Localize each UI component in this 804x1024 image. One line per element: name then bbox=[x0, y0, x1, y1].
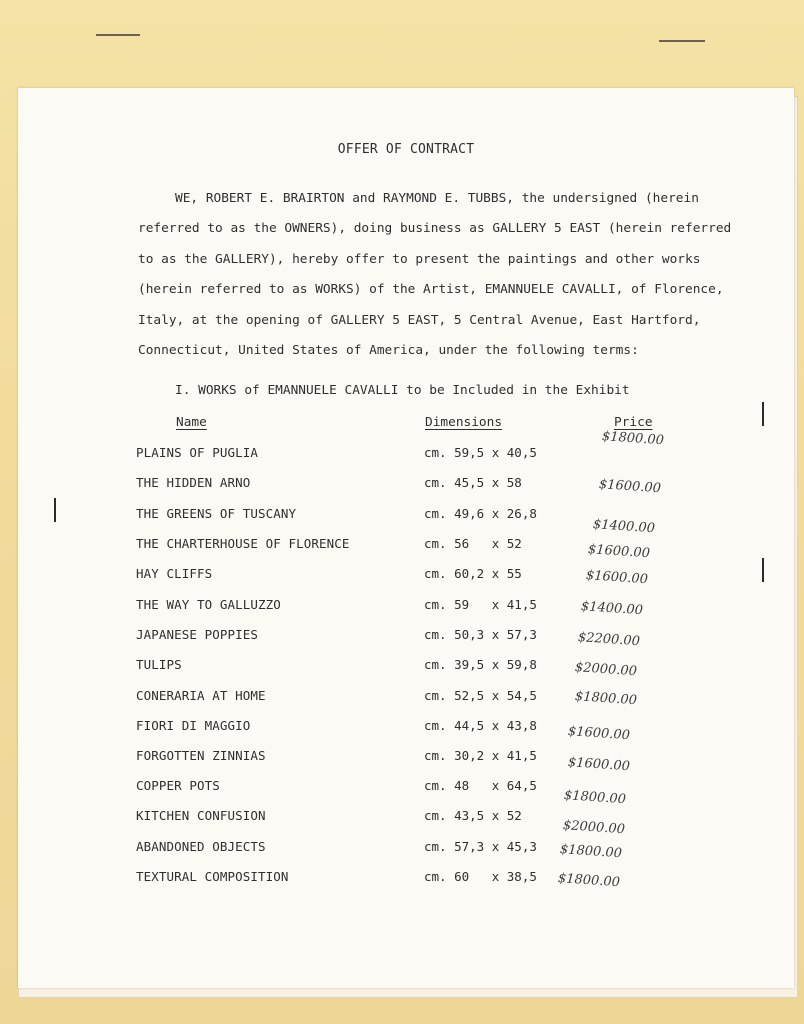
work-dimensions: cm. 44,5 x 43,8 bbox=[424, 718, 537, 733]
paragraph-line: WE, ROBERT E. BRAIRTON and RAYMOND E. TUBBS, the undersigned (herein bbox=[175, 191, 699, 206]
work-dimensions: cm. 56 x 52 bbox=[424, 536, 522, 551]
work-name: THE HIDDEN ARNO bbox=[136, 475, 251, 490]
table-row bbox=[18, 718, 794, 740]
table-row bbox=[18, 627, 794, 649]
staple-mark-left bbox=[96, 34, 140, 36]
paragraph-line: Italy, at the opening of GALLERY 5 EAST, 5 Central Avenue, East Hartford, bbox=[138, 312, 701, 328]
handwritten-price: $1600.00 bbox=[587, 542, 651, 562]
work-name: KITCHEN CONFUSION bbox=[136, 808, 266, 823]
work-name: THE WAY TO GALLUZZO bbox=[136, 597, 281, 612]
work-dimensions: cm. 48 x 64,5 bbox=[424, 778, 537, 793]
table-row bbox=[18, 869, 794, 891]
work-name: THE GREENS OF TUSCANY bbox=[136, 506, 297, 521]
handwritten-price: $1600.00 bbox=[585, 568, 649, 588]
paragraph-line: (herein referred to as WORKS) of the Artist, EMANNUELE CAVALLI, of Florence, bbox=[138, 282, 724, 298]
handwritten-price: $1800.00 bbox=[574, 689, 638, 709]
table-row bbox=[18, 778, 794, 800]
table-row bbox=[18, 597, 794, 619]
work-name: COPPER POTS bbox=[136, 778, 220, 793]
work-name: PLAINS OF PUGLIA bbox=[136, 445, 259, 460]
table-row bbox=[18, 506, 794, 528]
work-name: THE CHARTERHOUSE OF FLORENCE bbox=[136, 536, 350, 551]
work-dimensions: cm. 59 x 41,5 bbox=[424, 597, 537, 612]
work-dimensions: cm. 43,5 x 52 bbox=[424, 808, 522, 823]
table-row bbox=[18, 475, 794, 497]
work-dimensions: cm. 60 x 38,5 bbox=[424, 869, 537, 884]
table-row bbox=[18, 808, 794, 830]
work-dimensions: cm. 52,5 x 54,5 bbox=[424, 688, 537, 703]
paragraph-line: Connecticut, United States of America, under the following terms: bbox=[138, 343, 639, 359]
work-dimensions: cm. 57,3 x 45,3 bbox=[424, 839, 537, 854]
handwritten-price: $1400.00 bbox=[580, 599, 644, 619]
table-row bbox=[18, 839, 794, 861]
handwritten-price: $1800.00 bbox=[563, 788, 627, 808]
header-name: Name bbox=[176, 415, 207, 430]
work-dimensions: cm. 45,5 x 58 bbox=[424, 475, 522, 490]
table-row bbox=[18, 748, 794, 770]
work-dimensions: cm. 60,2 x 55 bbox=[424, 566, 522, 581]
handwritten-price: $2000.00 bbox=[574, 660, 638, 680]
table-row bbox=[18, 688, 794, 710]
contract-page bbox=[18, 88, 794, 988]
paragraph-line: referred to as the OWNERS), doing business as GALLERY 5 EAST (herein referred bbox=[138, 221, 732, 237]
work-dimensions: cm. 49,6 x 26,8 bbox=[424, 506, 537, 521]
handwritten-price: $1400.00 bbox=[592, 517, 656, 537]
section-heading: I. WORKS of EMANNUELE CAVALLI to be Included in the Exhibit bbox=[175, 383, 630, 398]
offer-paragraph bbox=[138, 184, 738, 366]
handwritten-price: $1600.00 bbox=[598, 477, 662, 497]
table-row bbox=[18, 657, 794, 679]
work-name: HAY CLIFFS bbox=[136, 566, 213, 581]
work-name: TEXTURAL COMPOSITION bbox=[136, 869, 289, 884]
work-dimensions: cm. 39,5 x 59,8 bbox=[424, 657, 537, 672]
paragraph-line: to as the GALLERY), hereby offer to present the paintings and other works bbox=[138, 251, 701, 267]
work-name: FORGOTTEN ZINNIAS bbox=[136, 748, 266, 763]
work-name: ABANDONED OBJECTS bbox=[136, 839, 266, 854]
handwritten-price: $1800.00 bbox=[559, 842, 623, 862]
work-name: TULIPS bbox=[136, 657, 182, 672]
handwritten-price: $2000.00 bbox=[562, 818, 626, 838]
table-row bbox=[18, 445, 794, 467]
handwritten-price: $1600.00 bbox=[567, 724, 631, 744]
work-dimensions: cm. 59,5 x 40,5 bbox=[424, 445, 537, 460]
work-name: FIORI DI MAGGIO bbox=[136, 718, 251, 733]
table-row bbox=[18, 536, 794, 558]
header-price: Price bbox=[614, 415, 653, 430]
work-dimensions: cm. 30,2 x 41,5 bbox=[424, 748, 537, 763]
work-name: CONERARIA AT HOME bbox=[136, 688, 266, 703]
handwritten-price: $2200.00 bbox=[577, 630, 641, 650]
staple-mark-right bbox=[659, 40, 705, 42]
binder-mark-right-top bbox=[762, 402, 764, 426]
handwritten-price: $1800.00 bbox=[601, 429, 665, 449]
header-dimensions: Dimensions bbox=[425, 415, 503, 430]
table-row bbox=[18, 566, 794, 588]
handwritten-price: $1600.00 bbox=[567, 755, 631, 775]
document-title: OFFER OF CONTRACT bbox=[337, 142, 475, 157]
work-name: JAPANESE POPPIES bbox=[136, 627, 259, 642]
handwritten-price: $1800.00 bbox=[557, 871, 621, 891]
work-dimensions: cm. 50,3 x 57,3 bbox=[424, 627, 537, 642]
